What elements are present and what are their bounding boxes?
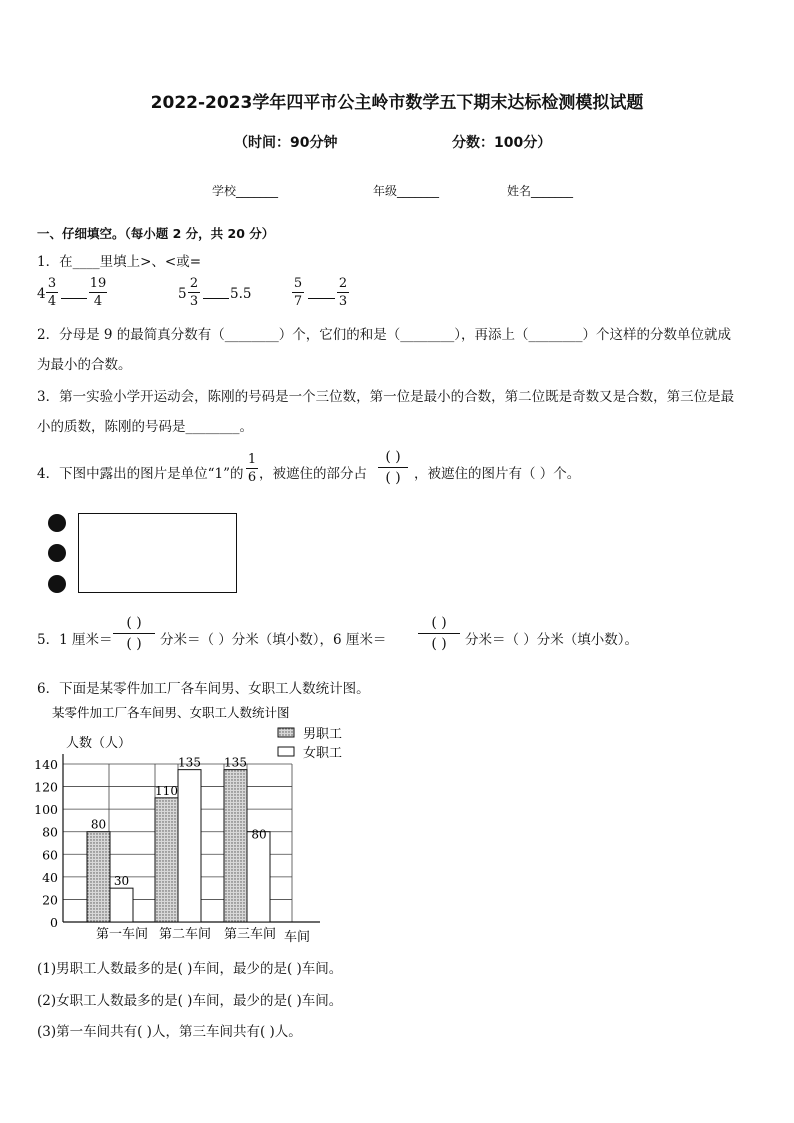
q1-c-numerator: 5 xyxy=(293,276,303,291)
ytick-label: 40 xyxy=(42,869,58,885)
q1-a-whole: 4 xyxy=(37,286,46,302)
q1-c-fraction xyxy=(292,276,304,309)
ytick-label: 0 xyxy=(50,915,58,930)
q1-b-blank xyxy=(203,298,229,299)
data-label: 80 xyxy=(90,817,107,832)
ytick-label: 100 xyxy=(34,802,58,818)
ytick-label: 80 xyxy=(42,824,58,840)
q6-sub2: (2)女职工人数最多的是( )车间，最少的是( )车间。 xyxy=(37,993,343,1009)
q5-fraction-2-numerator: ( ) xyxy=(431,615,447,631)
q1-c-right-fraction xyxy=(337,276,349,309)
q1-text: 1．在____里填上>、<或= xyxy=(37,254,202,270)
legend-label: 女职工 xyxy=(303,746,343,761)
q5-fraction-1 xyxy=(113,614,155,653)
q1-a-numerator: 3 xyxy=(47,276,57,291)
ytick-label: 60 xyxy=(42,847,58,863)
legend-swatch-1 xyxy=(278,728,294,737)
q1-c-denominator: 7 xyxy=(293,294,303,309)
ytick-label: 120 xyxy=(34,779,58,795)
q6-sub3: (3)第一车间共有( )人，第三车间共有( )人。 xyxy=(37,1024,302,1040)
page-title: 2022-2023学年四平市公主岭市数学五下期末达标检测模拟试题 xyxy=(150,93,644,113)
q4-text-part3: ，被遮住的图片有（ ）个。 xyxy=(414,466,581,482)
circle-3 xyxy=(48,575,66,593)
data-label: 135 xyxy=(224,755,247,770)
legend-label: 男职工 xyxy=(303,727,343,742)
q5-fraction-1-numerator: ( ) xyxy=(126,615,142,631)
q1-a-denominator: 4 xyxy=(47,294,57,309)
bar-chart xyxy=(30,698,390,948)
school-field: 学校_______ xyxy=(212,184,279,198)
q4-paren-numerator: ( ) xyxy=(385,449,401,465)
data-label: 30 xyxy=(113,874,130,889)
q1-c-right-numerator: 2 xyxy=(338,276,348,291)
name-field: 姓名_______ xyxy=(507,184,574,198)
q6-intro: 6．下面是某零件加工厂各车间男、女职工人数统计图。 xyxy=(37,681,370,697)
q1-c-right-denominator: 3 xyxy=(338,294,348,309)
q3-line1: 3．第一实验小学开运动会，陈刚的号码是一个三位数，第一位是最小的合数，第二位既是奇数又是合数，第三位是最 xyxy=(37,389,735,405)
q1-a-fraction xyxy=(46,276,58,309)
q4-paren-fraction xyxy=(378,448,408,487)
q1-a-blank xyxy=(61,298,87,299)
q1-b-numerator: 2 xyxy=(189,276,199,291)
q1-a-right-numerator: 19 xyxy=(89,276,107,291)
circle-1 xyxy=(48,514,66,532)
chart-title: 某零件加工厂各车间男、女职工人数统计图 xyxy=(52,705,290,720)
q1-c-blank xyxy=(308,298,335,299)
q2-line1: 2．分母是 9 的最简真分数有（________）个，它们的和是（________），再添上（________）个这样的分数单位就成 xyxy=(37,327,732,343)
q1-b-whole: 5 xyxy=(178,286,187,302)
q4-unit-denominator: 6 xyxy=(247,470,257,485)
chart-xlabel: 车间 xyxy=(284,930,311,945)
q6-sub1: (1)男职工人数最多的是( )车间，最少的是( )车间。 xyxy=(37,961,343,977)
legend-swatch-2 xyxy=(278,747,294,756)
section-title: 一、仔细填空。（每小题 2 分，共 20 分） xyxy=(37,226,275,241)
xtick-label: 第三车间 xyxy=(223,927,277,942)
ytick-label: 140 xyxy=(34,757,58,772)
q5-fraction-1-denominator: ( ) xyxy=(126,636,142,652)
exam-time: （时间：90分钟 xyxy=(234,135,338,151)
q1-a-right-fraction xyxy=(89,276,107,309)
covering-rectangle xyxy=(78,513,237,593)
q3-line2: 小的质数，陈刚的号码是________。 xyxy=(37,419,253,435)
data-label: 135 xyxy=(178,755,201,770)
data-label: 80 xyxy=(251,827,267,842)
q4-text-part2: ，被遮住的部分占 xyxy=(259,466,367,482)
q4-text-part1: 4．下图中露出的图片是单位“1”的 xyxy=(37,466,244,482)
q4-unit-numerator: 1 xyxy=(247,452,257,467)
q5-label1: 5．1 厘米＝ xyxy=(37,632,113,648)
q1-b-right: 5.5 xyxy=(230,286,252,302)
data-label: 110 xyxy=(155,783,178,798)
bar-female-2 xyxy=(178,770,201,922)
q4-unit-fraction xyxy=(246,452,258,485)
q2-line2: 为最小的合数。 xyxy=(37,357,132,373)
q4-paren-denominator: ( ) xyxy=(385,470,401,486)
bar-female-1 xyxy=(110,888,133,922)
q5-middle1: 分米＝（ ）分米（填小数），6 厘米＝ xyxy=(160,632,387,648)
bar-male-3 xyxy=(224,770,247,922)
bar-male-1 xyxy=(87,832,110,922)
q5-fraction-2-denominator: ( ) xyxy=(431,636,447,652)
q5-fraction-2 xyxy=(418,614,460,653)
q1-a-right-denominator: 4 xyxy=(93,294,103,309)
chart-ylabel: 人数（人） xyxy=(66,736,132,751)
q1-b-fraction xyxy=(188,276,200,309)
circle-2 xyxy=(48,544,66,562)
bar-male-2 xyxy=(155,798,178,922)
q1-b-denominator: 3 xyxy=(189,294,199,309)
grade-field: 年级_______ xyxy=(373,184,440,198)
xtick-label: 第一车间 xyxy=(95,927,149,942)
bar-female-3 xyxy=(247,832,270,922)
xtick-label: 第二车间 xyxy=(158,927,212,942)
exam-score: 分数：100分） xyxy=(452,135,552,151)
q5-middle2: 分米＝（ ）分米（填小数）。 xyxy=(465,632,639,648)
ytick-label: 20 xyxy=(42,892,58,908)
